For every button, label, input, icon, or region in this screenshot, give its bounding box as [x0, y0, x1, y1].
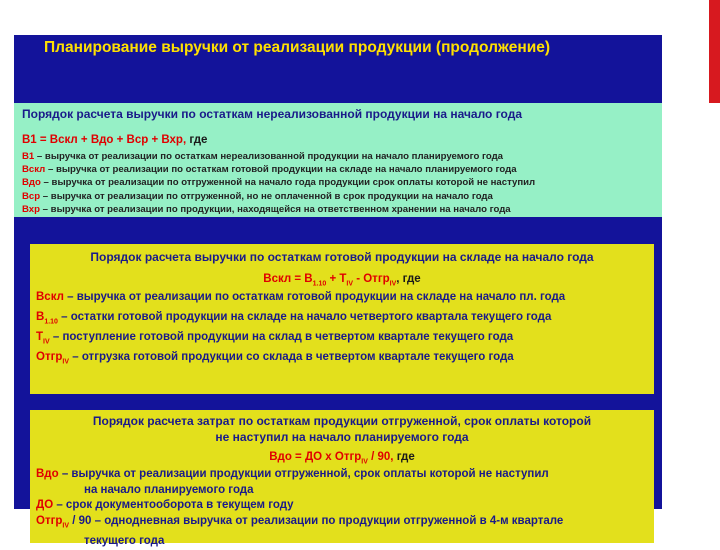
- definition-text: – выручка от реализации по отгруженной на начало года продукции срок оплаты которой не наступил: [40, 177, 536, 189]
- definition-text: – выручка от реализации по остаткам готовой продукции на складе на начало пл. года: [63, 291, 566, 304]
- definition-term-sub: IV: [43, 338, 50, 346]
- definition-row-continuation: [36, 534, 654, 550]
- section3-heading-line2: не наступил на начало планируемого года: [215, 430, 469, 444]
- section2-definitions: [30, 290, 654, 370]
- definition-row: [36, 290, 654, 310]
- section3-formula-sub: IV: [361, 458, 368, 466]
- section3-definitions: [30, 467, 654, 549]
- slide-title: Планирование выручки от реализации продукции (продолжение): [44, 39, 551, 56]
- section2-formula-sub-o: IV: [389, 280, 397, 288]
- section2-formula-where: , где: [396, 273, 421, 285]
- definition-text: – выручка от реализации по остаткам готовой продукции на складе на начало планируемого года: [45, 164, 517, 176]
- slide: [14, 35, 662, 547]
- definition-text: – отгрузка готовой продукции со склада в четвертом квартале текущего года: [69, 350, 514, 363]
- section1-heading: Порядок расчета выручки по остаткам нереализованной продукции на начало года: [22, 107, 523, 121]
- definition-row: [36, 310, 654, 330]
- definition-term: ДО: [36, 499, 54, 512]
- section2-heading: Порядок расчета выручки по остаткам готовой продукции на складе на начало года: [90, 250, 594, 264]
- section2-formula-sub-b: 1.10: [312, 280, 327, 288]
- section-warehouse-stock: [30, 244, 654, 394]
- definition-term: Вср: [22, 190, 41, 202]
- section3-formula: [30, 451, 654, 465]
- definition-row: [22, 176, 535, 189]
- section1-definitions: [22, 150, 535, 216]
- definition-text: – выручка от реализации по отгруженной, но не оплаченной в срок продукции на начало года: [40, 190, 493, 202]
- definition-row-continuation: [36, 483, 654, 499]
- section2-formula: [30, 273, 654, 287]
- definition-term-sub: IV: [62, 358, 70, 366]
- accent-strip: [709, 0, 720, 103]
- section3-formula-rest: / 90,: [367, 451, 394, 463]
- section3-heading-line1: Порядок расчета затрат по остаткам продукции отгруженной, срок оплаты которой: [92, 414, 592, 428]
- definition-term: Вскл: [22, 164, 46, 176]
- section-shipped-unpaid: [30, 410, 654, 547]
- definition-text: / 90 – однодневная выручка от реализации по продукции отгруженной в 4-м квартале: [69, 515, 564, 528]
- definition-row: [36, 350, 654, 370]
- definition-term: Вхр: [22, 203, 40, 215]
- definition-term: Т: [36, 331, 44, 344]
- definition-text: текущего года: [84, 534, 165, 547]
- section2-formula-mid: + Т: [326, 273, 347, 285]
- definition-text: – выручка от реализации по остаткам нереализованной продукции на начало планируемого года: [34, 151, 503, 162]
- definition-term: Вскл: [36, 291, 64, 304]
- definition-term: Отгр: [36, 350, 63, 363]
- definition-text: – выручка от реализации по продукции, находящейся на ответственном хранении на начало года: [40, 203, 511, 215]
- definition-row: [36, 514, 654, 534]
- section3-formula-lhs: Вдо = ДО х Отгр: [269, 451, 362, 463]
- definition-term-sub: 1.10: [44, 318, 58, 326]
- definition-term: В: [36, 311, 45, 324]
- definition-text: – срок документооборота в текущем году: [53, 499, 294, 512]
- definition-row: [22, 150, 535, 163]
- definition-row: [36, 498, 654, 514]
- definition-term: Отгр: [36, 515, 63, 528]
- definition-term: В1: [22, 151, 35, 162]
- definition-text: – выручка от реализации продукции отгруженной, срок оплаты которой не наступил: [58, 468, 549, 481]
- definition-row: [22, 203, 535, 216]
- definition-term: Вдо: [36, 468, 59, 481]
- definition-term-sub: IV: [62, 522, 70, 530]
- definition-text: – поступление готовой продукции на склад в четвертом квартале текущего года: [49, 331, 514, 344]
- section-unsold-balance: [14, 103, 662, 217]
- section2-formula-sub-t: IV: [346, 280, 354, 288]
- definition-row: [22, 163, 535, 176]
- section1-formula: [22, 134, 207, 146]
- section1-formula-expression: В1 = Вскл + Вдо + Вср + Вхр,: [22, 134, 187, 146]
- definition-text: на начало планируемого года: [84, 483, 254, 496]
- section2-formula-minus: - Отгр: [353, 273, 390, 285]
- definition-term: Вдо: [22, 177, 41, 189]
- definition-row: [22, 190, 535, 203]
- definition-text: – остатки готовой продукции на складе на начало четвертого квартала текущего года: [57, 311, 552, 324]
- definition-row: [36, 330, 654, 350]
- definition-row: [36, 467, 654, 483]
- section2-formula-lhs: Вскл = В: [263, 273, 313, 285]
- section1-formula-where: где: [189, 134, 208, 146]
- section3-formula-where: где: [393, 451, 415, 463]
